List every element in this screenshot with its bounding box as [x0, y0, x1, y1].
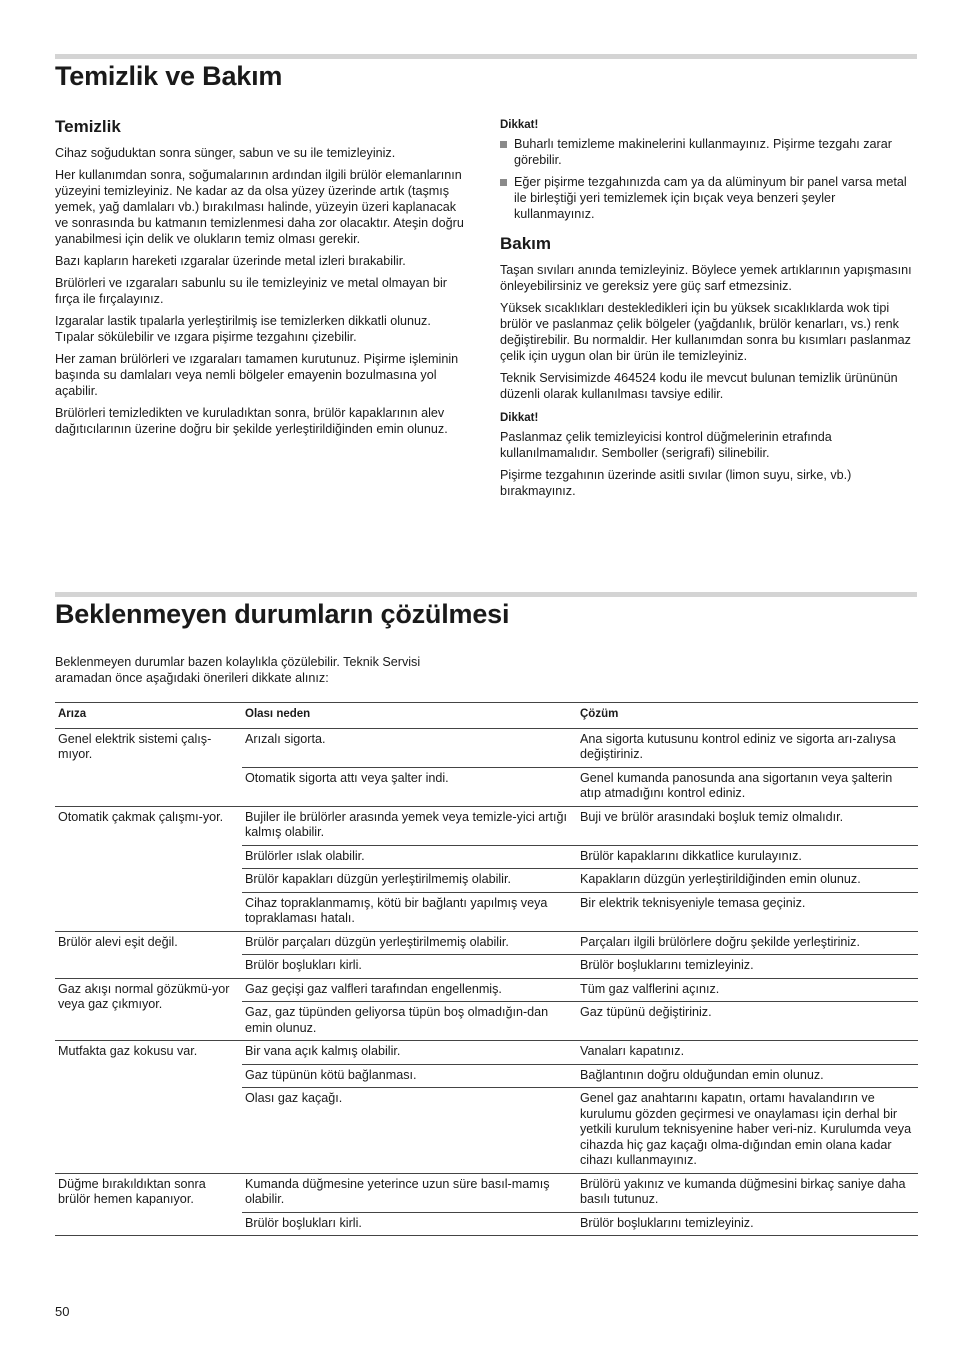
solution-cell: Brülör boşluklarını temizleyiniz. — [577, 955, 918, 979]
solution-cell: Brülör boşluklarını temizleyiniz. — [577, 1212, 918, 1236]
solution-cell: Ana sigorta kutusunu kontrol ediniz ve sigorta arı-zalıysa değiştiriniz. — [580, 731, 896, 761]
paragraph: Bazı kapların hareketi ızgaralar üzerinde metal izleri bırakabilir. — [55, 254, 406, 268]
column-header-cause: Olası neden — [242, 703, 577, 729]
cause-cell: Bujiler ile brülörler arasında yemek veya temizle-yici artığı kalmış olabilir. — [242, 806, 577, 845]
solution-cell: Parçaları ilgili brülörlere doğru şekilde yerleştiriniz. — [577, 931, 918, 955]
paragraph: Brülörleri ve ızgaraları sabunlu su ile temizleyiniz ve metal olmayan bir fırça ile fırçalayınız. — [55, 276, 447, 306]
cause-cell: Brülörler ıslak olabilir. — [242, 845, 577, 869]
paragraph: Izgaralar lastik tıpalarla yerleştirilmiş ise temizlerken dikkatli olunuz. Tıpalar sökülebilir ve ızgara pişirme tezgahını çizebilir. — [55, 314, 431, 344]
solution-cell: Bir elektrik teknisyeniyle temasa geçiniz. — [577, 892, 918, 931]
fault-cell: Genel elektrik sistemi çalış-mıyor. — [58, 731, 212, 761]
solution-cell: Tüm gaz valflerini açınız. — [577, 978, 918, 1002]
warning-label: Dikkat! — [500, 412, 539, 424]
column-header-fault: Arıza — [55, 703, 242, 729]
column-right — [500, 117, 912, 505]
cause-cell: Otomatik sigorta attı veya şalter indi. — [242, 767, 577, 806]
fault-cell: Mutfakta gaz kokusu var. — [55, 1041, 242, 1174]
table-row — [55, 931, 918, 955]
section-rule-top — [55, 54, 917, 59]
fault-cell: Otomatik çakmak çalışmı-yor. — [55, 806, 242, 931]
section-rule-troubleshooting — [55, 592, 917, 597]
warning-label: Dikkat! — [500, 119, 539, 131]
section-title-troubleshooting: Beklenmeyen durumların çözülmesi — [55, 599, 510, 629]
cause-cell: Gaz geçişi gaz valfleri tarafından engellenmiş. — [242, 978, 577, 1002]
table-row — [55, 978, 918, 1002]
paragraph: Taşan sıvıları anında temizleyiniz. Böylece yemek artıklarının yapışmasını önleyebilirsiniz ve gereksiz yere güç sarf etmezsiniz. — [500, 263, 912, 293]
column-left — [55, 117, 467, 443]
troubleshooting-table — [55, 702, 918, 1236]
paragraph: Cihaz soğuduktan sonra sünger, sabun ve su ile temizleyiniz. — [55, 146, 396, 160]
solution-cell: Bağlantının doğru olduğundan emin olunuz. — [577, 1064, 918, 1088]
paragraph: Yüksek sıcaklıkları destekledikleri için bu yüksek sıcaklıklarda wok tipi brülör ve paslanmaz çelik bölgeler (yağdanlık, brülör kenarları, vs.) renk değiştirebilir. Bu normaldir. Her kullanımdan sonra bu kısımları paslanmaz çelik için uygun olan bir ürün ile temizleyiniz. — [500, 301, 911, 363]
square-bullet-icon — [500, 179, 507, 186]
table-row — [55, 806, 918, 845]
heading-temizlik: Temizlik — [55, 117, 121, 136]
warning-list — [500, 136, 912, 222]
solution-cell: Brülör kapaklarını dikkatlice kurulayınız. — [577, 845, 918, 869]
cause-cell: Bir vana açık kalmış olabilir. — [242, 1041, 577, 1065]
heading-bakim: Bakım — [500, 234, 552, 253]
paragraph: Brülörleri temizledikten ve kuruladıktan sonra, brülör kapaklarının alev dağıtıcılarının üzerine doğru bir şekilde yerleştirildiğinden emin olunuz. — [55, 406, 448, 436]
cause-cell: Brülör boşlukları kirli. — [242, 1212, 577, 1236]
solution-cell: Kapakların düzgün yerleştirildiğinden emin olunuz. — [577, 869, 918, 893]
column-header-solution: Çözüm — [577, 703, 918, 729]
solution-cell: Genel gaz anahtarını kapatın, ortamı havalandırın ve kurulumu gözden geçirmesi ve onaylaması için derhal bir yetkili kurulum teknisyenine haber veri-niz. Kurulumda veya cihazda hiç gaz kaçağı olma-dığından emin olana kadar cihazı kullanmayınız. — [577, 1088, 918, 1174]
cause-cell: Arızalı sigorta. — [245, 731, 326, 746]
list-item: Eğer pişirme tezgahınızda cam ya da alüminyum bir panel varsa metal ile birleştiği yeri temizlemek için bıçak veya benzeri şeyler kullanmayınız. — [500, 174, 912, 222]
table-row — [55, 1041, 918, 1065]
troubleshooting-intro: Beklenmeyen durumlar bazen kolaylıkla çözülebilir. Teknik Servisi aramadan önce aşağıdaki önerileri dikkate alınız: — [55, 655, 421, 685]
paragraph: Pişirme tezgahının üzerinde asitli sıvılar (limon suyu, sirke, vb.) bırakmayınız. — [500, 468, 852, 498]
solution-cell: Genel kumanda panosunda ana sigortanın veya şalterin atıp atmadığını kontrol ediniz. — [577, 767, 918, 806]
fault-cell: Gaz akışı normal gözükmü-yor veya gaz çıkmıyor. — [55, 978, 242, 1041]
table-row — [55, 728, 918, 767]
section-title-cleaning: Temizlik ve Bakım — [55, 61, 283, 91]
fault-cell: Brülör alevi eşit değil. — [55, 931, 242, 978]
paragraph: Teknik Servisimizde 464524 kodu ile mevcut bulunan temizlik ürününün düzenli olarak kullanılması tavsiye edilir. — [500, 371, 898, 401]
table-header-row — [55, 703, 918, 729]
cause-cell: Gaz tüpünün kötü bağlanması. — [242, 1064, 577, 1088]
table-row — [55, 1173, 918, 1212]
paragraph: Her zaman brülörleri ve ızgaraları tamamen kurutunuz. Pişirme işleminin başında su damlaları veya nemli bölgeler emayenin bozulmasına yol açabilir. — [55, 352, 459, 398]
cause-cell: Brülör kapakları düzgün yerleştirilmemiş olabilir. — [242, 869, 577, 893]
cause-cell: Kumanda düğmesine yeterince uzun süre basıl-mamış olabilir. — [242, 1173, 577, 1212]
solution-cell: Vanaları kapatınız. — [577, 1041, 918, 1065]
square-bullet-icon — [500, 141, 507, 148]
solution-cell: Buji ve brülör arasındaki boşluk temiz olmalıdır. — [577, 806, 918, 845]
cause-cell: Gaz, gaz tüpünden geliyorsa tüpün boş olmadığın-dan emin olunuz. — [242, 1002, 577, 1041]
cause-cell: Brülör boşlukları kirli. — [242, 955, 577, 979]
fault-cell: Düğme bırakıldıktan sonra brülör hemen kapanıyor. — [55, 1173, 242, 1236]
solution-cell: Brülörü yakınız ve kumanda düğmesini birkaç saniye daha basılı tutunuz. — [577, 1173, 918, 1212]
paragraph: Paslanmaz çelik temizleyicisi kontrol düğmelerinin etrafında kullanılmamalıdır. Semboller (serigrafi) silinebilir. — [500, 430, 832, 460]
solution-cell: Gaz tüpünü değiştiriniz. — [577, 1002, 918, 1041]
paragraph: Her kullanımdan sonra, soğumalarının ardından ilgili brülör elemanlarının yüzeyini temizleyiniz. Ne kadar az da olsa yüzey üzerinde artık (taşmış yemek, yağ damlaları vb.) bırakılması halinde, yüzeyin üzeri kaplanacak ve sonrasında bu katmanın temizlenmesi daha zor olacaktır. Ateşin doğru yanabilmesi için delik ve olukların temiz olması gerekir. — [55, 168, 464, 246]
cause-cell: Brülör parçaları düzgün yerleştirilmemiş olabilir. — [242, 931, 577, 955]
list-item: Buharlı temizleme makinelerini kullanmayınız. Pişirme tezgahı zarar görebilir. — [500, 136, 912, 168]
cause-cell: Olası gaz kaçağı. — [242, 1088, 577, 1174]
page-number: 50 — [55, 1304, 70, 1319]
cause-cell: Cihaz topraklanmamış, kötü bir bağlantı yapılmış veya topraklaması hatalı. — [242, 892, 577, 931]
